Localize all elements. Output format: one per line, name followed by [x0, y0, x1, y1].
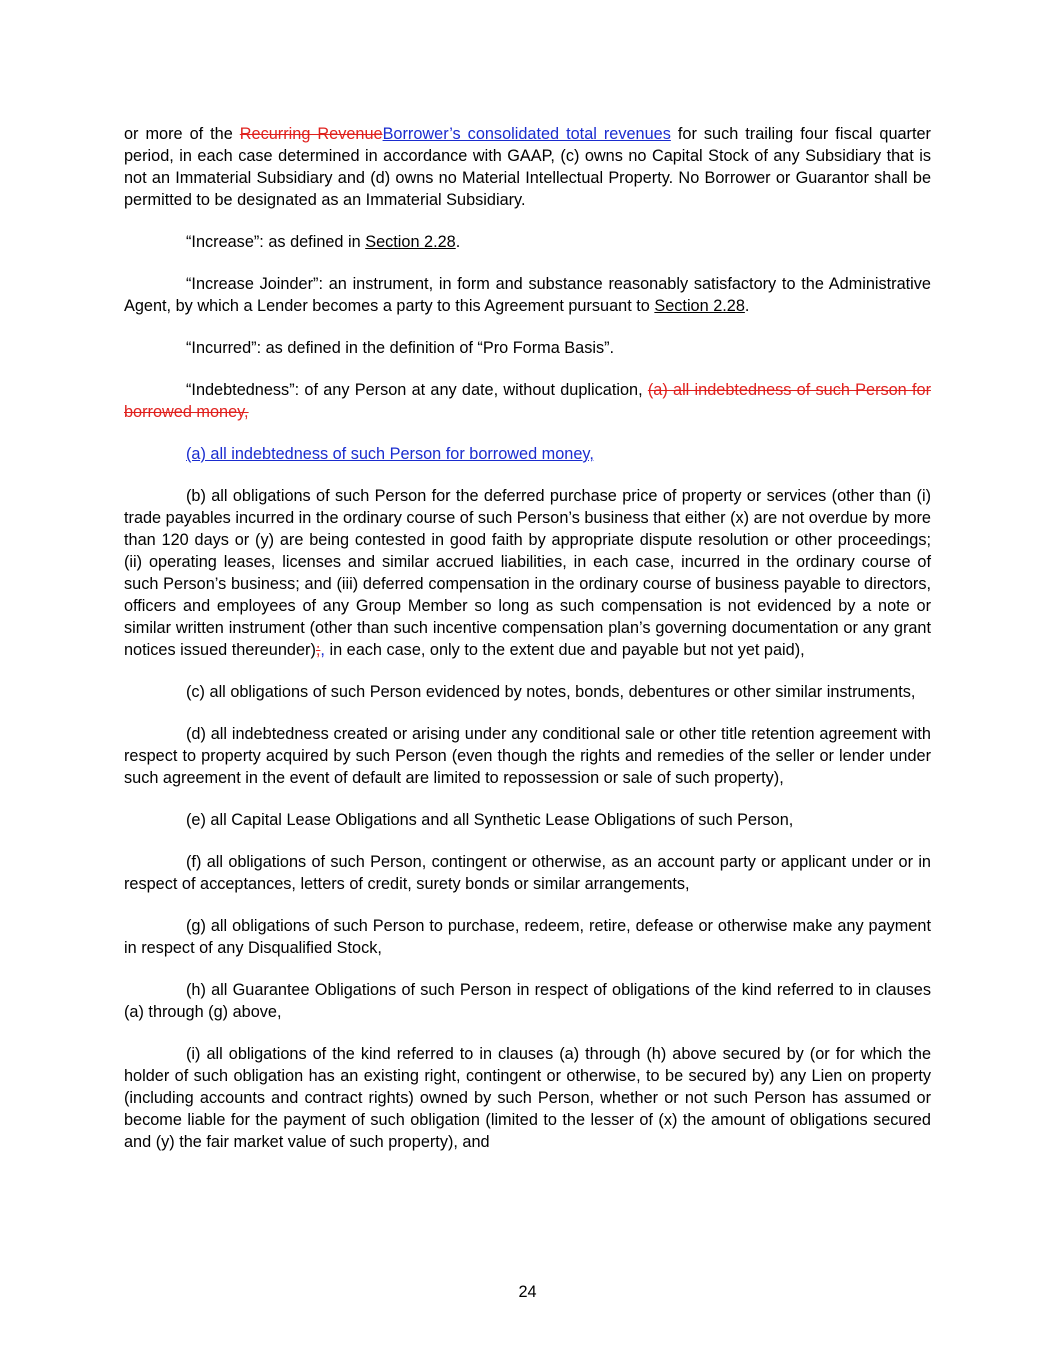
text-run: in each case, only to the extent due and payable but not yet paid),	[324, 641, 805, 659]
section-reference-link[interactable]: Section 2.28	[365, 233, 456, 251]
deleted-text: Recurring Revenue	[239, 125, 383, 143]
defined-term: “Increase Joinder”	[186, 275, 319, 293]
deleted-text: (a) all indebtedness of such Person for borrowed money,	[124, 381, 931, 421]
definition-increase-joinder	[124, 273, 931, 317]
text-run: or more of the	[124, 125, 240, 143]
definition-text: : as defined in	[259, 233, 366, 251]
section-reference-link[interactable]: Section 2.28	[654, 297, 745, 315]
clause-h: (h) all Guarantee Obligations of such Person in respect of obligations of the kind referred to in clauses (a) through (g) above,	[124, 981, 931, 1021]
clause-c: (c) all obligations of such Person evidenced by notes, bonds, debentures or other similar instruments,	[186, 683, 916, 701]
clause-f: (f) all obligations of such Person, contingent or otherwise, as an account party or applicant under or in respect of acceptances, letters of credit, surety bonds or similar arrangements,	[124, 853, 931, 893]
clause-b	[124, 485, 931, 661]
definition-increase	[124, 231, 931, 253]
defined-term: “Increase”	[186, 233, 260, 251]
clause-g: (g) all obligations of such Person to purchase, redeem, retire, defease or otherwise make any payment in respect of any Disqualified Stock,	[124, 917, 931, 957]
immaterial-subsidiary-continuation	[124, 123, 931, 211]
definition-indebtedness	[124, 379, 931, 423]
definition-text: : an instrument, in form and substance reasonably satisfactory to the Administrative Agent, by which a Lender becomes a party to this Agreement pursuant to	[124, 275, 931, 315]
document-body	[124, 123, 931, 1173]
definition-text: : as defined in the definition of “Pro Forma Basis”.	[256, 339, 615, 357]
inserted-text: Borrower’s consolidated total revenues	[382, 125, 671, 143]
definition-incurred	[124, 337, 931, 359]
defined-term: “Incurred”	[186, 339, 257, 357]
deleted-text: ;	[315, 641, 321, 659]
inserted-text: (a) all indebtedness of such Person for borrowed money,	[186, 445, 594, 463]
punctuation: .	[744, 297, 750, 315]
clause-a-inserted	[124, 443, 931, 465]
punctuation: .	[455, 233, 461, 251]
defined-term: “Indebtedness”	[186, 381, 295, 399]
page-number: 24	[518, 1283, 537, 1301]
inserted-text: ,	[320, 641, 325, 659]
clause-d: (d) all indebtedness created or arising under any conditional sale or other title retention agreement with respect to property acquired by such Person (even though the rights and remedies of the seller or lender under such agreement in the event of default are limited to repossession or sale of such property),	[124, 725, 931, 787]
text-run: for such trailing four fiscal quarter period, in each case determined in accordance with GAAP, (c) owns no Capital Stock of any Subsidiary that is not an Immaterial Subsidiary and (d) owns no Material Intellectual Property. No Borrower or Guarantor shall be permitted to be designated as an Immaterial Subsidiary.	[124, 125, 931, 209]
text-run: (b) all obligations of such Person for the deferred purchase price of property or services (other than (i) trade payables incurred in the ordinary course of such Person’s business that either (x) are not overdue by more than 120 days or (y) are being contested in good faith by appropriate dispute resolution or other proceedings; (ii) operating leases, licenses and similar accrued liabilities, in each case, incurred in the ordinary course of such Person’s business; and (iii) deferred compensation in the ordinary course of business payable to directors, officers and employees of any Group Member so long as such compensation is not evidenced by a note or similar written instrument (other than such incentive compensation plan’s governing documentation or any grant notices issued thereunder)	[124, 487, 931, 659]
clause-i: (i) all obligations of the kind referred to in clauses (a) through (h) above secured by (or for which the holder of such obligation has an existing right, contingent or otherwise, to be secured by) any Lien on property (including accounts and contract rights) owned by such Person, whether or not such Person has assumed or become liable for the payment of such obligation (limited to the lesser of (x) the amount of obligations secured and (y) the fair market value of such property), and	[124, 1045, 931, 1151]
definition-text: : of any Person at any date, without duplication,	[294, 381, 648, 399]
clause-e: (e) all Capital Lease Obligations and all Synthetic Lease Obligations of such Person,	[186, 811, 794, 829]
